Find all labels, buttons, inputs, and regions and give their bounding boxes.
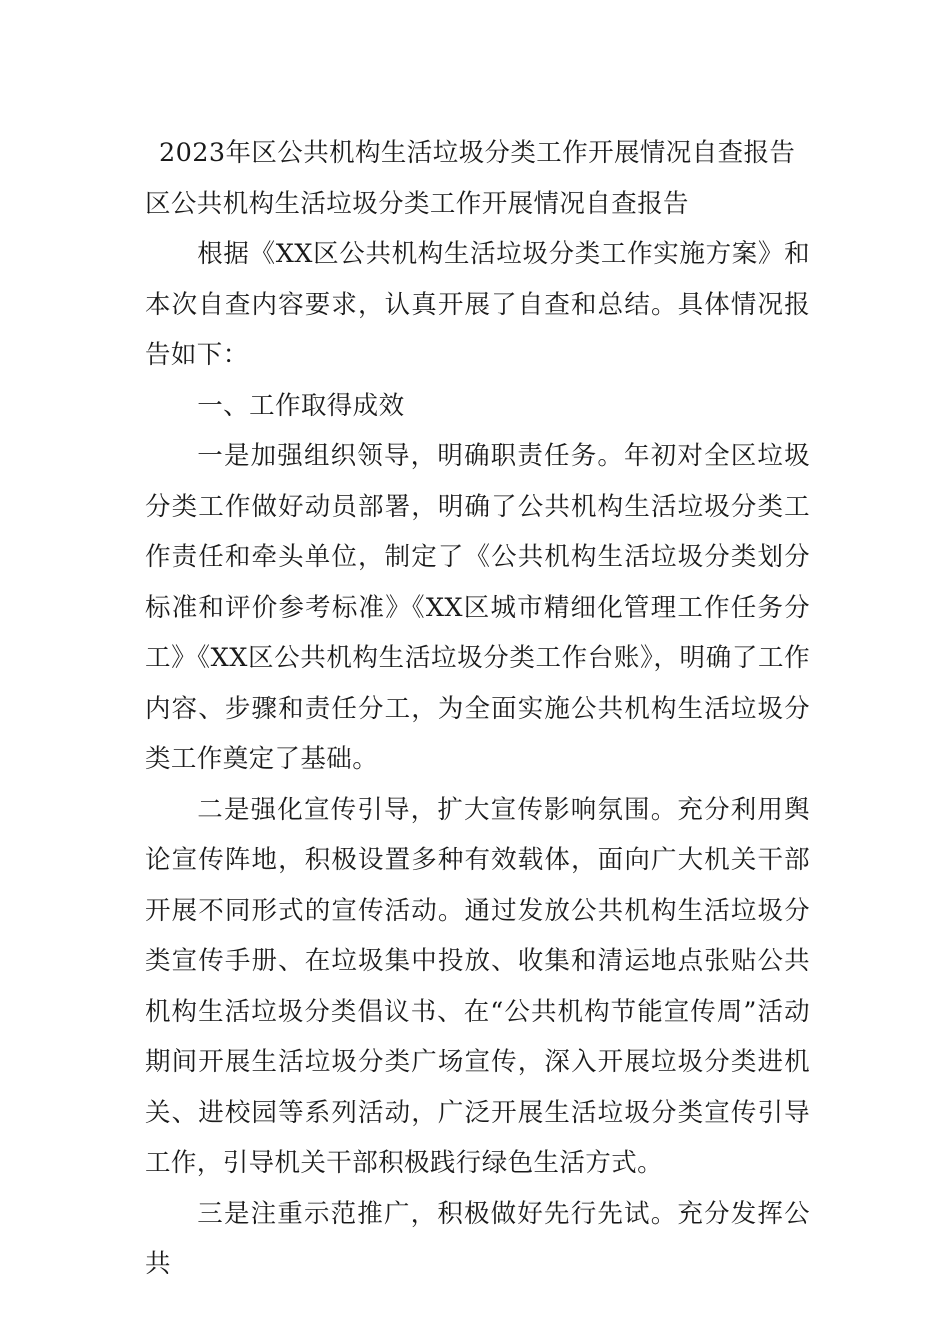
document-subtitle: 区公共机构生活垃圾分类工作开展情况自查报告 [145, 188, 689, 219]
paragraph-intro: 根据《XX区公共机构生活垃圾分类工作实施方案》和本次自查内容要求，认真开展了自查和总结。具体情况报告如下： [145, 239, 810, 370]
document-title: 2023年区公共机构生活垃圾分类工作开展情况自查报告 [159, 138, 796, 168]
section-heading-achievements: 一、工作取得成效 [197, 390, 405, 421]
document-body [145, 128, 810, 1290]
paragraph-organization-leadership: 一是加强组织领导，明确职责任务。年初对全区垃圾分类工作做好动员部署，明确了公共机构生活垃圾分类工作责任和牵头单位，制定了《公共机构生活垃圾分类划分标准和评价参考标准》《XX区城市精细化管理工作任务分工》《XX区公共机构生活垃圾分类工作台账》，明确了工作内容、步骤和责任分工，为全面实施公共机构生活垃圾分类工作奠定了基础。 [145, 441, 810, 774]
paragraph-publicity-guidance: 二是强化宣传引导，扩大宣传影响氛围。充分利用舆论宣传阵地，积极设置多种有效载体，面向广大机关干部开展不同形式的宣传活动。通过发放公共机构生活垃圾分类宣传手册、在垃圾集中投放、收集和清运地点张贴公共机构生活垃圾分类倡议书、在“公共机构节能宣传周”活动期间开展生活垃圾分类广场宣传，深入开展垃圾分类进机关、进校园等系列活动，广泛开展生活垃圾分类宣传引导工作，引导机关干部积极践行绿色生活方式。 [145, 794, 810, 1178]
paragraph-demonstration-promotion: 三是注重示范推广，积极做好先行先试。充分发挥公共 [145, 1198, 810, 1279]
